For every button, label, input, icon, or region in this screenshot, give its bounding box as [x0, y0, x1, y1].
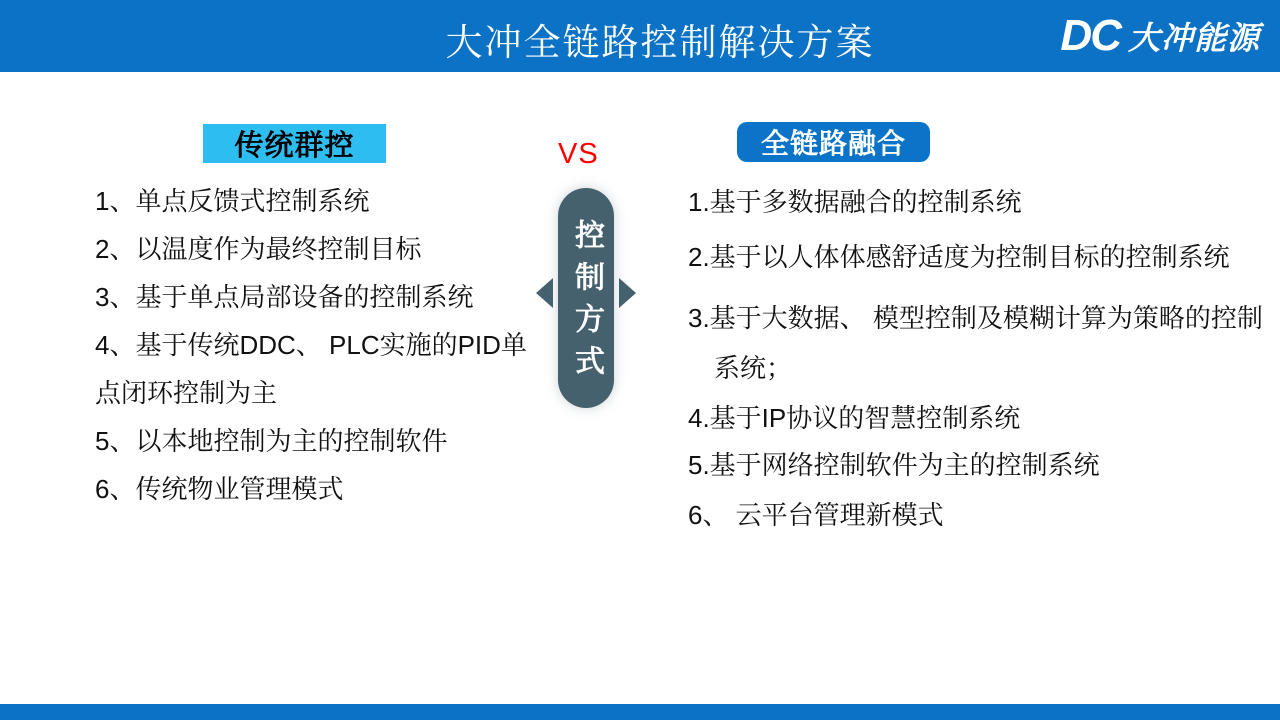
right-list-item-4: 4.基于IP协议的智慧控制系统: [688, 403, 1021, 433]
right-column-title-box: [737, 122, 930, 162]
right-list-item-3-line-2: 系统；: [714, 353, 793, 383]
logo-company-name: 大冲能源: [1127, 20, 1260, 56]
left-list-item-4-line-2: 点闭环控制为主: [95, 378, 278, 408]
logo-dc-icon: DC: [1060, 11, 1120, 60]
right-list-item-5: 5.基于网络控制软件为主的控制系统: [688, 450, 1100, 480]
vs-label: VS: [558, 138, 599, 170]
company-logo: [1060, 0, 1260, 72]
left-list-item-6: 6、传统物业管理模式: [95, 474, 344, 504]
footer-bar: [0, 704, 1280, 720]
arrow-left-icon: [536, 278, 553, 308]
control-mode-pill-label: 控制方式: [570, 219, 603, 387]
arrow-right-icon: [619, 278, 636, 308]
header-bar: [0, 0, 1280, 72]
right-list-item-1: 1.基于多数据融合的控制系统: [688, 187, 1022, 217]
control-mode-pill: [558, 188, 614, 408]
left-list-item-3: 3、基于单点局部设备的控制系统: [95, 282, 474, 312]
left-column-title-box: [203, 124, 386, 163]
left-column-title: 传统群控: [234, 130, 355, 162]
left-list-item-2: 2、以温度作为最终控制目标: [95, 234, 422, 264]
right-list-item-2: 2.基于以人体体感舒适度为控制目标的控制系统: [688, 242, 1230, 272]
right-list-item-6: 6、 云平台管理新模式: [688, 500, 944, 530]
left-list-item-1: 1、单点反馈式控制系统: [95, 186, 370, 216]
right-list-item-3-line-1: 3.基于大数据、 模型控制及模糊计算为策略的控制: [688, 303, 1263, 333]
left-list-item-5: 5、以本地控制为主的控制软件: [95, 426, 448, 456]
page-title: 大冲全链路控制解决方案: [445, 22, 875, 63]
left-list-item-4-line-1: 4、基于传统DDC、 PLC实施的PID单: [95, 330, 527, 360]
right-column-title: 全链路融合: [760, 128, 906, 159]
